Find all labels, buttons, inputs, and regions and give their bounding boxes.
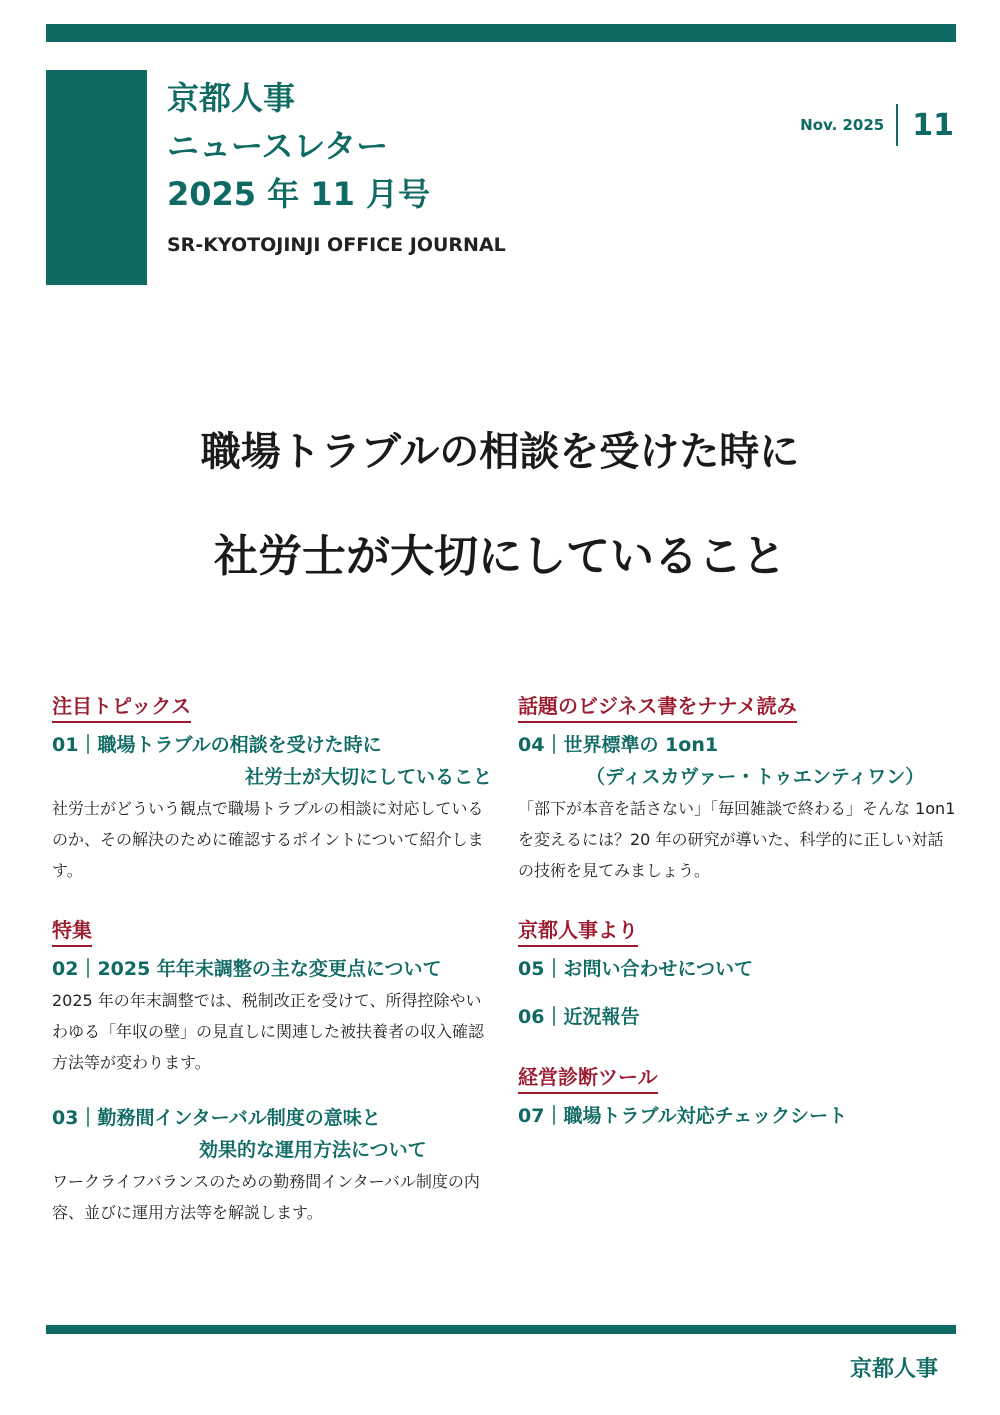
section-heading: 話題のビジネス書をナナメ読み [518, 690, 797, 723]
left-column [52, 690, 492, 1256]
toc-item-description: 2025 年の年末調整では、税制改正を受けて、所得控除やいわゆる「年収の壁」の見直しに関連した被扶養者の収入確認方法等が変わります。 [52, 991, 485, 1072]
masthead [167, 74, 430, 218]
toc-item-title[interactable]: 01｜職場トラブルの相談を受けた時に [52, 734, 382, 756]
section-diagnostic-tool [518, 1061, 958, 1132]
masthead-color-block [46, 70, 147, 285]
headline-line-1: 職場トラブルの相談を受けた時に [200, 429, 800, 475]
toc-item-title[interactable]: 02｜2025 年年末調整の主な変更点について [52, 958, 442, 980]
issue-marker [800, 104, 954, 146]
section-heading: 特集 [52, 914, 92, 947]
toc-item-title[interactable]: 07｜職場トラブル対応チェックシート [518, 1105, 848, 1127]
section-feature [52, 914, 492, 1228]
masthead-subtitle: ニュースレター [167, 127, 389, 165]
issue-number: 11 [912, 107, 954, 143]
toc-item-title[interactable]: 04｜世界標準の 1on1 [518, 734, 719, 756]
toc-item-title[interactable]: 05｜お問い合わせについて [518, 958, 754, 980]
masthead-title: 京都人事 [167, 79, 296, 117]
toc-item[interactable] [52, 1102, 492, 1228]
toc-item-title-cont[interactable]: （ディスカヴァー・トゥエンティワン） [586, 766, 925, 788]
toc-item[interactable] [518, 729, 958, 886]
toc-item-description: 社労士がどういう観点で職場トラブルの相談に対応しているのか、その解決のために確認するポイントについて紹介します。 [52, 799, 484, 880]
toc-item-title-cont[interactable]: 社労士が大切にしていること [244, 766, 492, 788]
section-topics [52, 690, 492, 886]
journal-name: SR-KYOTOJINJI OFFICE JOURNAL [167, 234, 506, 256]
section-heading: 京都人事より [518, 914, 638, 947]
section-heading: 注目トピックス [52, 690, 191, 723]
section-from-office [518, 914, 958, 1033]
toc-item-description: ワークライフバランスのための勤務間インターバル制度の内容、並びに運用方法等を解説します。 [52, 1172, 480, 1222]
right-column [518, 690, 958, 1160]
masthead-issue: 2025 年 11 月号 [167, 175, 431, 213]
footer-brand: 京都人事 [849, 1357, 938, 1382]
toc-item[interactable] [518, 953, 958, 985]
headline-line-2: 社労士が大切にしていること [214, 531, 786, 582]
toc-item-title[interactable]: 03｜勤務間インターバル制度の意味と [52, 1107, 381, 1129]
toc-item-title[interactable]: 06｜近況報告 [518, 1006, 640, 1028]
toc-item[interactable] [52, 729, 492, 886]
issue-date: Nov. 2025 [800, 116, 885, 134]
toc-item[interactable] [518, 1001, 958, 1033]
section-book-review [518, 690, 958, 886]
toc-item-description: 「部下が本音を話さない」「毎回雑談で終わる」そんな 1on1 を変えるには？20 年の研究が導いた、科学的に正しい対話の技術を見てみましょう。 [518, 799, 956, 880]
bottom-rule [46, 1325, 956, 1334]
toc-item-title-cont[interactable]: 効果的な運用方法について [199, 1139, 427, 1161]
top-rule [46, 24, 956, 42]
section-heading: 経営診断ツール [518, 1061, 658, 1094]
toc-item[interactable] [52, 953, 492, 1078]
toc-item[interactable] [518, 1100, 958, 1132]
